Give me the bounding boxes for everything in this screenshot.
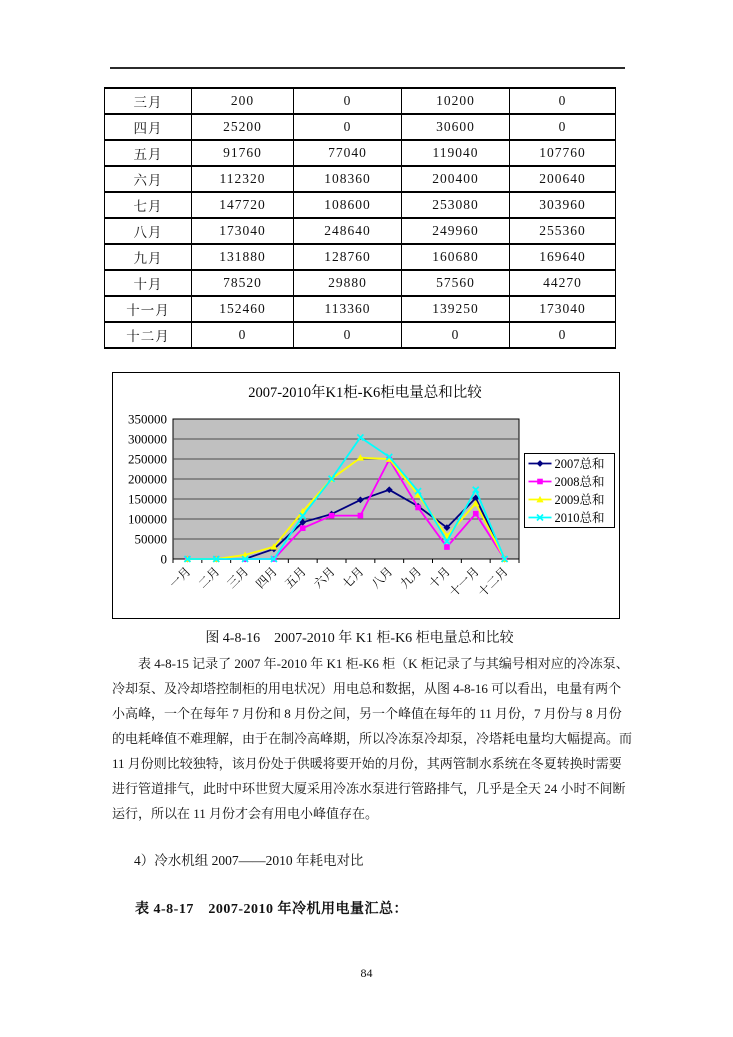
x-axis-tick-label: 二月 <box>195 564 223 592</box>
paragraph-line: 的电耗峰值不难理解，由于在制冷高峰期，所以冷冻泵冷却泵，冷塔耗电量均大幅提高。而 <box>112 731 633 746</box>
table-row <box>105 166 616 192</box>
value-cell: 147720 <box>192 192 294 218</box>
x-axis-tick-label: 八月 <box>368 564 396 592</box>
value-cell: 160680 <box>402 244 510 270</box>
y-axis-tick-label: 200000 <box>128 471 167 487</box>
data-point-marker <box>300 525 306 531</box>
data-point-marker <box>358 513 364 519</box>
value-cell: 119040 <box>402 140 510 166</box>
value-cell: 248640 <box>294 218 402 244</box>
value-cell: 91760 <box>192 140 294 166</box>
value-cell: 108360 <box>294 166 402 192</box>
month-cell: 十一月 <box>105 296 192 322</box>
value-cell: 173040 <box>192 218 294 244</box>
value-cell: 57560 <box>402 270 510 296</box>
table-row <box>105 218 616 244</box>
paragraph-line: 表 4-8-15 记录了 2007 年-2010 年 K1 柜-K6 柜（K 柜记录了与其编号相对应的冷冻泵、 <box>138 656 629 671</box>
x-axis-tick-label: 十二月 <box>475 564 511 600</box>
table-row <box>105 192 616 218</box>
value-cell: 112320 <box>192 166 294 192</box>
paragraph-line: 运行，所以在 11 月份才会有用电小峰值存在。 <box>112 806 379 821</box>
value-cell: 0 <box>510 114 616 140</box>
paragraph-line: 小高峰，一个在每年 7 月份和 8 月份之间，另一个峰值在每年的 11 月份，7 月份与 8 月份 <box>112 706 622 721</box>
month-cell: 五月 <box>105 140 192 166</box>
data-point-marker <box>415 505 421 511</box>
value-cell: 200400 <box>402 166 510 192</box>
legend-label: 2008总和 <box>554 475 605 489</box>
paragraph-line: 冷却泵、及冷却塔控制柜的用电状况）用电总和数据，从图 4-8-16 可以看出，电量有两个 <box>112 681 622 696</box>
value-cell: 0 <box>402 322 510 348</box>
table-row <box>105 114 616 140</box>
data-point-marker <box>473 511 479 517</box>
month-cell: 十月 <box>105 270 192 296</box>
month-cell: 七月 <box>105 192 192 218</box>
value-cell: 77040 <box>294 140 402 166</box>
value-cell: 10200 <box>402 88 510 114</box>
value-cell: 0 <box>510 322 616 348</box>
table-row <box>105 140 616 166</box>
x-axis-tick-label: 十一月 <box>446 564 482 600</box>
value-cell: 131880 <box>192 244 294 270</box>
table-row <box>105 270 616 296</box>
table-row <box>105 244 616 270</box>
x-axis-tick-label: 五月 <box>281 564 309 592</box>
value-cell: 44270 <box>510 270 616 296</box>
value-cell: 128760 <box>294 244 402 270</box>
month-cell: 三月 <box>105 88 192 114</box>
legend-label: 2009总和 <box>554 493 605 507</box>
value-cell: 200640 <box>510 166 616 192</box>
value-cell: 0 <box>294 88 402 114</box>
page-number: 84 <box>360 966 373 980</box>
header-rule <box>110 67 625 69</box>
x-axis-tick-label: 一月 <box>166 564 194 592</box>
table-row <box>105 322 616 348</box>
x-axis-tick-label: 三月 <box>224 564 252 592</box>
value-cell: 200 <box>192 88 294 114</box>
y-axis-tick-label: 300000 <box>128 431 167 447</box>
value-cell: 255360 <box>510 218 616 244</box>
legend-label: 2007总和 <box>554 457 605 471</box>
table-row <box>105 88 616 114</box>
value-cell: 249960 <box>402 218 510 244</box>
figure-caption: 图 4-8-16 2007-2010 年 K1 柜-K6 柜电量总和比较 <box>205 631 514 646</box>
table-4-8-17-heading: 表 4-8-17 2007-2010 年冷机用电量汇总： <box>135 902 408 917</box>
value-cell: 30600 <box>402 114 510 140</box>
value-cell: 303960 <box>510 192 616 218</box>
chart-title: 2007-2010年K1柜-K6柜电量总和比较 <box>248 385 482 401</box>
value-cell: 152460 <box>192 296 294 322</box>
electricity-line-chart <box>112 372 620 619</box>
value-cell: 173040 <box>510 296 616 322</box>
value-cell: 0 <box>294 114 402 140</box>
value-cell: 78520 <box>192 270 294 296</box>
value-cell: 29880 <box>294 270 402 296</box>
y-axis-tick-label: 250000 <box>128 451 167 467</box>
y-axis-tick-label: 100000 <box>128 511 167 527</box>
month-cell: 六月 <box>105 166 192 192</box>
value-cell: 139250 <box>402 296 510 322</box>
section-item-4: 4）冷水机组 2007——2010 年耗电对比 <box>134 853 364 868</box>
x-axis-tick-label: 六月 <box>310 564 338 592</box>
x-axis-tick-label: 九月 <box>397 564 425 592</box>
x-axis-tick-label: 十月 <box>426 564 454 592</box>
value-cell: 0 <box>510 88 616 114</box>
value-cell: 25200 <box>192 114 294 140</box>
value-cell: 0 <box>294 322 402 348</box>
y-axis-tick-label: 150000 <box>128 491 167 507</box>
y-axis-tick-label: 50000 <box>134 531 167 547</box>
legend-label: 2010总和 <box>554 511 605 525</box>
paragraph-line: 11 月份则比较独特，该月份处于供暖将要开始的月份，其两管制水系统在冬夏转换时需要 <box>112 756 622 771</box>
month-cell: 九月 <box>105 244 192 270</box>
month-cell: 八月 <box>105 218 192 244</box>
electricity-data-table <box>104 87 616 349</box>
value-cell: 0 <box>192 322 294 348</box>
x-axis-tick-label: 七月 <box>339 564 367 592</box>
month-cell: 四月 <box>105 114 192 140</box>
x-axis-tick-label: 四月 <box>253 564 281 592</box>
value-cell: 107760 <box>510 140 616 166</box>
paragraph-line: 进行管道排气，此时中环世贸大厦采用冷冻水泵进行管路排气，几乎是全天 24 小时不间断 <box>112 781 626 796</box>
y-axis-tick-label: 0 <box>160 551 167 567</box>
month-cell: 十二月 <box>105 322 192 348</box>
value-cell: 169640 <box>510 244 616 270</box>
chart-canvas <box>113 373 617 616</box>
value-cell: 253080 <box>402 192 510 218</box>
table-row <box>105 296 616 322</box>
body-paragraph <box>112 651 633 826</box>
value-cell: 113360 <box>294 296 402 322</box>
y-axis-tick-label: 350000 <box>128 411 167 427</box>
data-point-marker <box>444 544 450 550</box>
value-cell: 108600 <box>294 192 402 218</box>
data-point-marker <box>329 513 335 519</box>
